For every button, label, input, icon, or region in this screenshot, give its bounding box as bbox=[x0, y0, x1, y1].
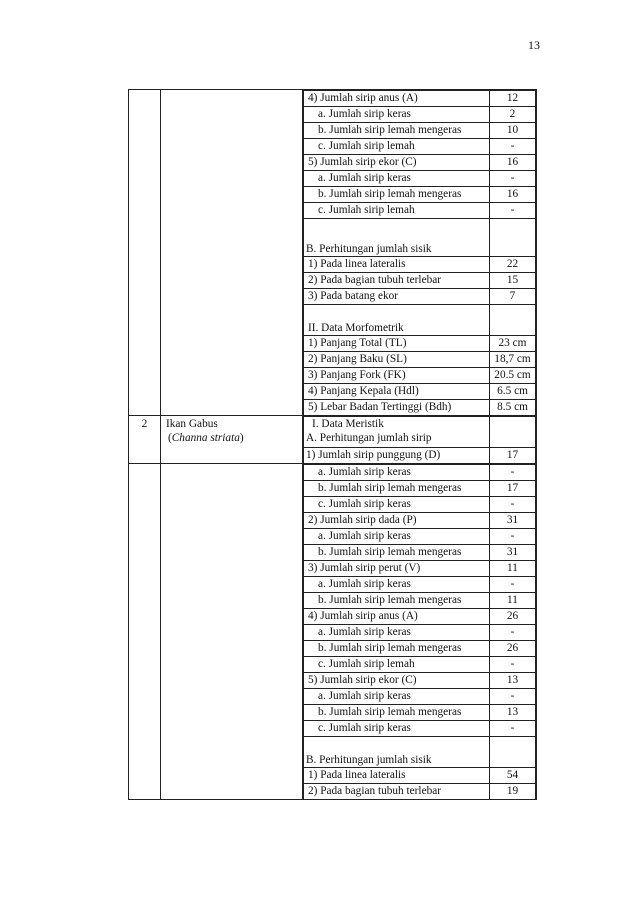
table-row bbox=[304, 123, 536, 139]
data-cell bbox=[303, 464, 537, 800]
data-label: 5) Jumlah sirip ekor (C) bbox=[304, 673, 490, 689]
table-row bbox=[129, 464, 537, 800]
data-label: b. Jumlah sirip lemah mengeras bbox=[304, 593, 490, 609]
data-list bbox=[303, 416, 536, 463]
data-value: 10 bbox=[490, 123, 536, 139]
table-row bbox=[304, 139, 536, 155]
data-value: 12 bbox=[490, 91, 536, 107]
table-row bbox=[304, 737, 536, 768]
table-row bbox=[304, 561, 536, 577]
data-label: 4) Panjang Kepala (Hdl) bbox=[304, 384, 490, 400]
data-value: 19 bbox=[490, 784, 536, 800]
data-label: a. Jumlah sirip keras bbox=[304, 625, 490, 641]
data-label: a. Jumlah sirip keras bbox=[304, 577, 490, 593]
data-label: a. Jumlah sirip keras bbox=[304, 465, 490, 481]
table-row bbox=[304, 513, 536, 529]
table-row bbox=[304, 721, 536, 737]
section-heading: I. Data Meristik bbox=[312, 418, 384, 430]
data-label: 3) Jumlah sirip perut (V) bbox=[304, 561, 490, 577]
data-label: c. Jumlah sirip keras bbox=[304, 497, 490, 513]
data-label: a. Jumlah sirip keras bbox=[304, 171, 490, 187]
table-row bbox=[304, 289, 536, 305]
subsection-heading: A. Perhitungan jumlah sirip bbox=[306, 432, 432, 444]
data-value: 2 bbox=[490, 107, 536, 123]
data-label: 2) Pada bagian tubuh terlebar bbox=[304, 273, 490, 289]
table-row bbox=[304, 673, 536, 689]
data-value: 54 bbox=[490, 768, 536, 784]
table-row bbox=[304, 171, 536, 187]
data-label: 1) Jumlah sirip punggung (D) bbox=[304, 448, 490, 464]
data-value bbox=[490, 417, 536, 448]
data-label: 1) Pada linea lateralis bbox=[304, 257, 490, 273]
data-label: 3) Panjang Fork (FK) bbox=[304, 368, 490, 384]
fish-name-cell: Ikan Gabus (Channa striata) bbox=[161, 416, 303, 464]
table-row bbox=[304, 91, 536, 107]
data-value bbox=[490, 305, 536, 336]
data-label: b. Jumlah sirip lemah mengeras bbox=[304, 123, 490, 139]
data-label: 1) Pada linea lateralis bbox=[304, 768, 490, 784]
table-row bbox=[304, 657, 536, 673]
table-row bbox=[304, 784, 536, 800]
table-row bbox=[304, 641, 536, 657]
table-row bbox=[304, 625, 536, 641]
data-value: 23 cm bbox=[490, 336, 536, 352]
table-row bbox=[304, 107, 536, 123]
data-value: 6.5 cm bbox=[490, 384, 536, 400]
data-label: 2) Jumlah sirip dada (P) bbox=[304, 513, 490, 529]
data-value: 7 bbox=[490, 289, 536, 305]
fish-latin-name: Channa striata bbox=[171, 432, 240, 444]
table-row bbox=[304, 352, 536, 368]
data-value bbox=[490, 219, 536, 257]
table-row bbox=[304, 336, 536, 352]
data-value: 15 bbox=[490, 273, 536, 289]
table-row bbox=[304, 609, 536, 625]
data-value: 22 bbox=[490, 257, 536, 273]
data-label: b. Jumlah sirip lemah mengeras bbox=[304, 641, 490, 657]
row-number-cell bbox=[129, 464, 161, 800]
data-label: II. Data Morfometrik bbox=[304, 305, 490, 336]
table-row bbox=[304, 497, 536, 513]
data-cell bbox=[303, 416, 537, 464]
data-value bbox=[490, 737, 536, 768]
table-row bbox=[304, 417, 536, 448]
data-value: - bbox=[490, 465, 536, 481]
data-label: a. Jumlah sirip keras bbox=[304, 529, 490, 545]
data-label: 2) Pada bagian tubuh terlebar bbox=[304, 784, 490, 800]
fish-common-name: Ikan Gabus bbox=[166, 418, 218, 430]
row-number-cell bbox=[129, 90, 161, 416]
table-row bbox=[304, 155, 536, 171]
table-row bbox=[304, 273, 536, 289]
data-label: c. Jumlah sirip lemah bbox=[304, 139, 490, 155]
data-value: 11 bbox=[490, 593, 536, 609]
table-row bbox=[304, 577, 536, 593]
fish-name-cell bbox=[161, 90, 303, 416]
table-row bbox=[304, 305, 536, 336]
data-value: 31 bbox=[490, 513, 536, 529]
data-label: 4) Jumlah sirip anus (A) bbox=[304, 91, 490, 107]
table-row bbox=[304, 593, 536, 609]
data-value: 31 bbox=[490, 545, 536, 561]
fish-data-table bbox=[128, 89, 537, 800]
table-row bbox=[304, 257, 536, 273]
data-label: b. Jumlah sirip lemah mengeras bbox=[304, 705, 490, 721]
data-value: 16 bbox=[490, 187, 536, 203]
data-label: b. Jumlah sirip lemah mengeras bbox=[304, 545, 490, 561]
data-value: 8.5 cm bbox=[490, 400, 536, 416]
table-row bbox=[304, 448, 536, 464]
data-value: - bbox=[490, 625, 536, 641]
table-row bbox=[129, 90, 537, 416]
page-number: 13 bbox=[528, 38, 540, 52]
data-value: 20.5 cm bbox=[490, 368, 536, 384]
data-label: B. Perhitungan jumlah sisik bbox=[304, 219, 490, 257]
table-row bbox=[304, 219, 536, 257]
data-label: a. Jumlah sirip keras bbox=[304, 107, 490, 123]
data-value: 17 bbox=[490, 481, 536, 497]
data-value: - bbox=[490, 721, 536, 737]
data-value: - bbox=[490, 577, 536, 593]
data-label: 4) Jumlah sirip anus (A) bbox=[304, 609, 490, 625]
data-value: 26 bbox=[490, 641, 536, 657]
data-label: c. Jumlah sirip lemah bbox=[304, 657, 490, 673]
data-label: a. Jumlah sirip keras bbox=[304, 689, 490, 705]
table-row bbox=[304, 529, 536, 545]
table-row bbox=[304, 187, 536, 203]
data-value: 18,7 cm bbox=[490, 352, 536, 368]
data-value: - bbox=[490, 139, 536, 155]
data-label: 3) Pada batang ekor bbox=[304, 289, 490, 305]
data-value: 13 bbox=[490, 673, 536, 689]
data-list bbox=[303, 464, 536, 799]
data-label: b. Jumlah sirip lemah mengeras bbox=[304, 187, 490, 203]
table-row bbox=[304, 705, 536, 721]
data-value: - bbox=[490, 203, 536, 219]
table-row bbox=[304, 689, 536, 705]
data-label: b. Jumlah sirip lemah mengeras bbox=[304, 481, 490, 497]
data-value: 13 bbox=[490, 705, 536, 721]
fish-name-cell bbox=[161, 464, 303, 800]
data-value: - bbox=[490, 171, 536, 187]
data-label: c. Jumlah sirip lemah bbox=[304, 203, 490, 219]
data-value: - bbox=[490, 497, 536, 513]
data-label bbox=[304, 417, 490, 448]
data-value: 16 bbox=[490, 155, 536, 171]
data-label: 2) Panjang Baku (SL) bbox=[304, 352, 490, 368]
data-value: 17 bbox=[490, 448, 536, 464]
data-value: 26 bbox=[490, 609, 536, 625]
data-label: 1) Panjang Total (TL) bbox=[304, 336, 490, 352]
table-row bbox=[304, 465, 536, 481]
table-row bbox=[304, 368, 536, 384]
table-row bbox=[304, 768, 536, 784]
table-row bbox=[304, 203, 536, 219]
table-row bbox=[129, 416, 537, 464]
data-value: - bbox=[490, 689, 536, 705]
table-row bbox=[304, 400, 536, 416]
data-value: - bbox=[490, 657, 536, 673]
data-label: 5) Jumlah sirip ekor (C) bbox=[304, 155, 490, 171]
row-number-cell: 2 bbox=[129, 416, 161, 464]
table-row bbox=[304, 481, 536, 497]
data-label: 5) Lebar Badan Tertinggi (Bdh) bbox=[304, 400, 490, 416]
data-value: - bbox=[490, 529, 536, 545]
data-label: c. Jumlah sirip keras bbox=[304, 721, 490, 737]
table-row bbox=[304, 545, 536, 561]
data-cell bbox=[303, 90, 537, 416]
data-label: B. Perhitungan jumlah sisik bbox=[304, 737, 490, 768]
table-row bbox=[304, 384, 536, 400]
data-list bbox=[303, 90, 536, 415]
data-value: 11 bbox=[490, 561, 536, 577]
